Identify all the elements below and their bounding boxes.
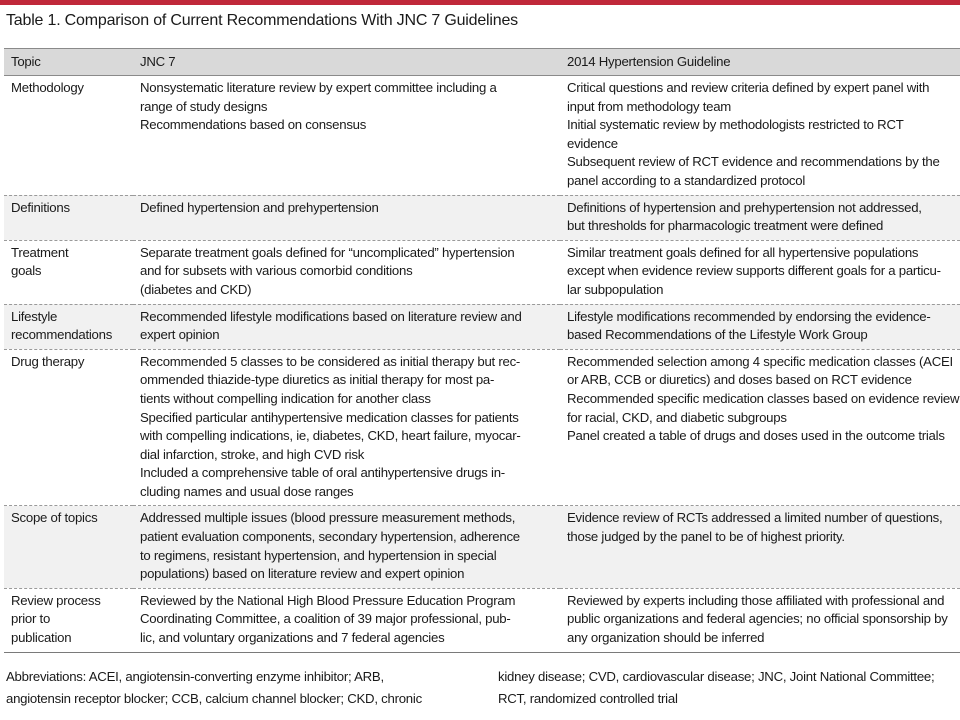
- cell-line: based Recommendations of the Lifestyle Work Group: [567, 327, 868, 343]
- cell-line: evidence: [567, 135, 618, 151]
- topic-cell: [4, 588, 133, 652]
- guideline-2014-cell: [560, 349, 960, 506]
- comparison-table: [4, 48, 960, 653]
- jnc7-cell: [133, 195, 560, 240]
- table-row: [4, 76, 960, 196]
- cell-line: Included a comprehensive table of oral antihypertensive drugs in-: [140, 465, 505, 481]
- cell-line: Similar treatment goals defined for all hypertensive populations: [567, 244, 919, 260]
- cell-line: publication: [11, 630, 72, 646]
- cell-line: Definitions: [11, 199, 70, 215]
- cell-line: Defined hypertension and prehypertension: [140, 199, 379, 215]
- cell-line: Evidence review of RCTs addressed a limited number of questions,: [567, 510, 943, 526]
- jnc7-cell: [133, 76, 560, 196]
- cell-line: Addressed multiple issues (blood pressure measurement methods,: [140, 510, 516, 526]
- jnc7-cell: [133, 240, 560, 304]
- table-row: [4, 304, 960, 349]
- footnote-line: kidney disease; CVD, cardiovascular disease; JNC, Joint National Committee;: [498, 669, 935, 684]
- accent-bar: [0, 0, 960, 5]
- guideline-2014-cell: [560, 588, 960, 652]
- table-header-row: [4, 49, 960, 76]
- cell-line: recommendations: [11, 327, 113, 343]
- cell-line: Reviewed by experts including those affiliated with professional and: [567, 592, 945, 608]
- jnc7-cell: [133, 349, 560, 506]
- cell-line: input from methodology team: [567, 98, 732, 114]
- cell-line: Critical questions and review criteria defined by expert panel with: [567, 80, 930, 95]
- cell-line: ommended thiazide-type diuretics as initial therapy for most pa-: [140, 372, 495, 388]
- cell-line: Definitions of hypertension and prehypertension not addressed,: [567, 199, 922, 215]
- table-caption: Table 1. Comparison of Current Recommendations With JNC 7 Guidelines: [6, 12, 518, 29]
- table-row: [4, 506, 960, 588]
- topic-cell: [4, 195, 133, 240]
- header-topic: Topic: [4, 49, 133, 76]
- cell-line: goals: [11, 263, 42, 279]
- cell-line: populations) based on literature review and expert opinion: [140, 566, 465, 582]
- cell-line: Initial systematic review by methodologists restricted to RCT: [567, 117, 904, 133]
- cell-line: Recommended selection among 4 specific medication classes (ACEI: [567, 353, 953, 369]
- footnote-line: RCT, randomized controlled trial: [498, 691, 678, 706]
- topic-cell: [4, 76, 133, 196]
- cell-line: Specified particular antihypertensive medication classes for patients: [140, 409, 519, 425]
- cell-line: Subsequent review of RCT evidence and recommendations by the: [567, 154, 940, 170]
- cell-line: Panel created a table of drugs and doses used in the outcome trials: [567, 428, 945, 444]
- table-row: [4, 349, 960, 506]
- footnote-left: [6, 666, 422, 710]
- cell-line: Treatment: [11, 244, 69, 260]
- cell-line: Reviewed by the National High Blood Pressure Education Program: [140, 592, 516, 608]
- cell-line: lar subpopulation: [567, 281, 664, 297]
- footnote-line: angiotensin receptor blocker; CCB, calcium channel blocker; CKD, chronic: [6, 691, 422, 706]
- cell-line: Scope of topics: [11, 510, 98, 526]
- cell-line: cluding names and usual dose ranges: [140, 483, 354, 499]
- header-jnc7: JNC 7: [133, 49, 560, 76]
- topic-cell: [4, 240, 133, 304]
- cell-line: patient evaluation components, secondary hypertension, adherence: [140, 529, 520, 545]
- cell-line: Recommended specific medication classes based on evidence review: [567, 390, 960, 406]
- guideline-2014-cell: [560, 240, 960, 304]
- cell-line: Lifestyle modifications recommended by endorsing the evidence-: [567, 308, 931, 324]
- cell-line: and for subsets with various comorbid conditions: [140, 263, 413, 279]
- guideline-2014-cell: [560, 76, 960, 196]
- cell-line: but thresholds for pharmacologic treatment were defined: [567, 218, 884, 234]
- cell-line: Coordinating Committee, a coalition of 39 major professional, pub-: [140, 611, 511, 627]
- cell-line: those judged by the panel to be of highest priority.: [567, 529, 845, 545]
- cell-line: Separate treatment goals defined for “uncomplicated” hypertension: [140, 244, 515, 260]
- cell-line: range of study designs: [140, 98, 268, 114]
- cell-line: with compelling indications, ie, diabetes, CKD, heart failure, myocar-: [140, 428, 521, 444]
- table-row: [4, 195, 960, 240]
- guideline-2014-cell: [560, 304, 960, 349]
- cell-line: (diabetes and CKD): [140, 281, 252, 297]
- cell-line: dial infarction, stroke, and high CVD risk: [140, 446, 365, 462]
- cell-line: Lifestyle: [11, 308, 58, 324]
- cell-line: Recommended lifestyle modifications based on literature review and: [140, 308, 522, 324]
- cell-line: prior to: [11, 611, 51, 627]
- cell-line: any organization should be inferred: [567, 630, 765, 646]
- table-row: [4, 588, 960, 652]
- cell-line: panel according to a standardized protocol: [567, 172, 806, 188]
- header-2014-guideline: 2014 Hypertension Guideline: [560, 49, 960, 76]
- topic-cell: [4, 349, 133, 506]
- footnote-line: Abbreviations: ACEI, angiotensin-converting enzyme inhibitor; ARB,: [6, 669, 384, 684]
- cell-line: Review process: [11, 592, 101, 608]
- cell-line: lic, and voluntary organizations and 7 federal agencies: [140, 630, 445, 646]
- cell-line: to regimens, resistant hypertension, and hypertension in special: [140, 547, 497, 563]
- guideline-2014-cell: [560, 195, 960, 240]
- footnote-right: [498, 666, 934, 710]
- cell-line: Nonsystematic literature review by expert committee including a: [140, 80, 497, 95]
- jnc7-cell: [133, 506, 560, 588]
- table-row: [4, 240, 960, 304]
- jnc7-cell: [133, 304, 560, 349]
- cell-line: or ARB, CCB or diuretics) and doses based on RCT evidence: [567, 372, 912, 388]
- cell-line: Drug therapy: [11, 353, 85, 369]
- cell-line: public organizations and federal agencies; no official sponsorship by: [567, 611, 948, 627]
- topic-cell: [4, 506, 133, 588]
- cell-line: for racial, CKD, and diabetic subgroups: [567, 409, 787, 425]
- cell-line: except when evidence review supports different goals for a particu-: [567, 263, 941, 279]
- cell-line: tients without compelling indication for another class: [140, 390, 431, 406]
- cell-line: expert opinion: [140, 327, 220, 343]
- guideline-2014-cell: [560, 506, 960, 588]
- topic-cell: [4, 304, 133, 349]
- jnc7-cell: [133, 588, 560, 652]
- cell-line: Methodology: [11, 80, 84, 95]
- cell-line: Recommended 5 classes to be considered as initial therapy but rec-: [140, 353, 521, 369]
- cell-line: Recommendations based on consensus: [140, 117, 367, 133]
